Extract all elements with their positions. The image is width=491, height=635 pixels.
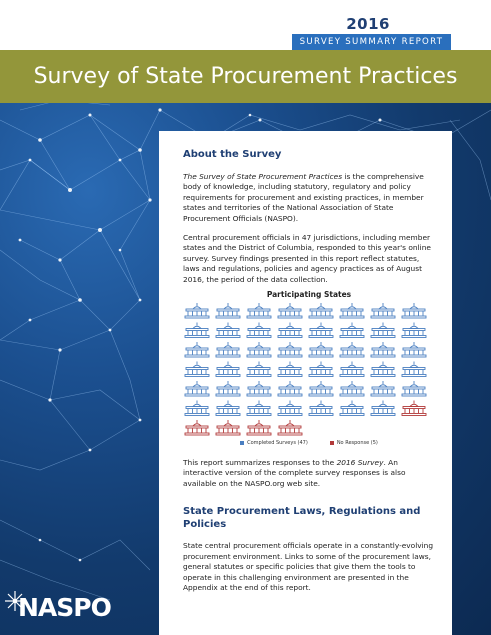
state-icon-completed — [340, 323, 364, 338]
summary-text-after: . An interactive version of the complete survey responses is also available on the NASPO.org web site. — [183, 458, 406, 488]
state-icon-completed — [309, 381, 333, 396]
participating-states-chart — [183, 301, 435, 437]
state-icon-completed — [247, 323, 271, 338]
legend-label-no-response: No Response (5) — [336, 440, 378, 447]
state-icon-completed — [216, 401, 240, 416]
state-icon-completed — [216, 323, 240, 338]
survey-title-italic: The Survey of State Procurement Practices — [183, 172, 343, 181]
legend-swatch-no-response — [330, 441, 334, 445]
state-icon-completed — [247, 362, 271, 377]
state-icon-completed — [216, 381, 240, 396]
summary-text-italic: 2016 Survey — [336, 458, 384, 468]
about-paragraph-1-text: is the comprehensive body of knowledge, including statutory, regulatory and policy requirements for procurement and existing practices, in member states and territories of the National Association of State Procurement Officials (NASPO). — [183, 172, 424, 223]
state-icon-completed — [371, 381, 395, 396]
state-icon-completed — [185, 401, 209, 416]
state-icon-no-response — [247, 420, 271, 435]
state-icon-completed — [371, 303, 395, 318]
state-icon-completed — [247, 401, 271, 416]
state-icon-completed — [185, 362, 209, 377]
state-icon-completed — [278, 323, 302, 338]
laws-paragraph: State central procurement officials operate in a constantly-evolving procurement environment. Links to some of the procurement laws, general statutes or specific policies that give them the tools to operate in this challenging environment are presented in the Appendix at the end of this report. — [183, 541, 434, 592]
state-icon-completed — [340, 401, 364, 416]
state-icon-completed — [185, 381, 209, 396]
chart-title: Participating States — [266, 290, 352, 300]
state-icon-completed — [216, 342, 240, 357]
state-icon-completed — [185, 342, 209, 357]
state-icon-no-response — [402, 401, 426, 416]
state-icon-completed — [216, 303, 240, 318]
about-paragraph-1 — [183, 172, 435, 224]
state-icon-completed — [340, 381, 364, 396]
content-panel — [159, 131, 452, 635]
state-icon-completed — [402, 362, 426, 377]
state-icon-completed — [309, 342, 333, 357]
state-icon-completed — [402, 342, 426, 357]
legend-item-no-response — [330, 440, 378, 446]
state-icon-completed — [402, 323, 426, 338]
naspo-logo — [4, 590, 134, 632]
state-icon-completed — [278, 381, 302, 396]
state-icon-completed — [309, 323, 333, 338]
state-icon-completed — [278, 342, 302, 357]
state-icon-completed — [247, 342, 271, 357]
state-icon-completed — [371, 342, 395, 357]
summary-paragraph — [183, 458, 435, 489]
state-icon-completed — [278, 362, 302, 377]
state-icon-no-response — [278, 420, 302, 435]
logo-text: NASPO — [18, 593, 111, 622]
state-icon-completed — [309, 401, 333, 416]
state-icon-completed — [340, 342, 364, 357]
state-icon-completed — [247, 303, 271, 318]
report-type-label: SURVEY SUMMARY REPORT — [292, 34, 451, 50]
state-icon-completed — [309, 303, 333, 318]
about-paragraph-2: Central procurement officials in 47 jurisdictions, including member states and the District of Columbia, responded to this year's online survey. Survey findings presented in this report reflect statutes, laws and regulations, policies and agency practices as of August 2016, the period of the data collection. — [183, 233, 431, 284]
state-icon-completed — [340, 362, 364, 377]
legend-item-completed — [240, 440, 308, 446]
state-icon-completed — [402, 303, 426, 318]
state-icon-completed — [309, 362, 333, 377]
title-band — [0, 50, 491, 103]
legend-swatch-completed — [240, 441, 244, 445]
state-icon-completed — [371, 362, 395, 377]
state-icon-no-response — [185, 420, 209, 435]
state-icon-completed — [371, 401, 395, 416]
state-icon-completed — [278, 401, 302, 416]
summary-text-before: This report summarizes responses to the — [183, 458, 337, 468]
state-icon-completed — [402, 381, 426, 396]
state-icon-completed — [216, 362, 240, 377]
about-heading: About the Survey — [183, 149, 282, 160]
legend-label-completed: Completed Surveys (47) — [247, 440, 308, 447]
state-icon-completed — [340, 303, 364, 318]
state-icon-completed — [371, 323, 395, 338]
report-year: 2016 — [346, 15, 390, 33]
state-icon-completed — [185, 323, 209, 338]
top-header-band — [0, 0, 491, 50]
state-icon-completed — [247, 381, 271, 396]
state-icon-completed — [278, 303, 302, 318]
laws-heading: State Procurement Laws, Regulations and Policies — [183, 506, 421, 531]
state-icon-completed — [185, 303, 209, 318]
state-icon-no-response — [216, 420, 240, 435]
page-title: Survey of State Procurement Practices — [33, 64, 458, 89]
chart-legend — [183, 440, 435, 446]
